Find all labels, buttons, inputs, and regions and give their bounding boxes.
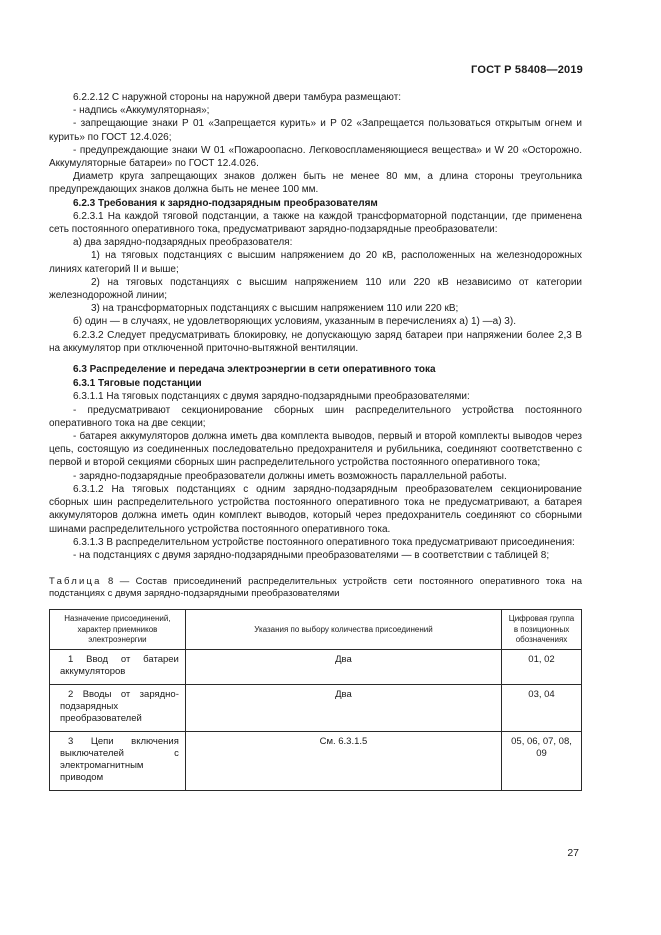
document-body: [49, 91, 582, 791]
table-caption-text: 8 — Состав присоединений распределительных устройств сети постоянного оперативного тока на подстанциях с двумя зарядно-подзарядными преобразователями: [49, 576, 582, 600]
page-number: 27: [567, 847, 579, 859]
paragraph: 2) на тяговых подстанциях с высшим напряжением 110 или 220 кВ независимо от категории железнодорожной линии;: [49, 276, 582, 302]
table-caption: [49, 576, 582, 600]
paragraph: 3) на трансформаторных подстанциях с высшим напряжением 110 или 220 кВ;: [91, 303, 459, 315]
row-purpose: 2 Вводы от зарядно-подзарядных преобразователей: [50, 684, 186, 731]
table-row: [50, 684, 582, 731]
table-row: [50, 731, 582, 790]
paragraph: - предусматривают секционирование сборных шин распределительного устройства постоянного оперативного тока на две секции;: [49, 404, 582, 429]
paragraph: - предупреждающие знаки W 01 «Пожароопасно. Легковоспламеняющиеся вещества» и W 20 «Осторожно. Аккумуляторные батареи» по ГОСТ 12.4.026.: [49, 144, 582, 170]
row-purpose: 1 Ввод от батареи аккумуляторов: [50, 649, 186, 684]
paragraph: 6.3.1.2 На тяговых подстанциях с одним зарядно-подзарядным преобразователем секционирование сборных шин распределительного устройства постоянного оперативного тока не предусматривают, а батарея аккумуляторов должна иметь один комплект выводов, который через предохранитель соединяют со сборными шинами распределительного устройства постоянного оперативного тока.: [49, 483, 582, 535]
paragraph: 6.2.3.2 Следует предусматривать блокировку, не допускающую заряд батареи при напряжении более 2,3 В на аккумулятор при отключенной приточно-вытяжной вентиляции.: [49, 329, 582, 354]
connections-table: [49, 609, 582, 791]
paragraph: - зарядно-подзарядные преобразователи должны иметь возможность параллельной работы.: [73, 470, 507, 482]
row-purpose: 3 Цепи включения выключателей с электромагнитным приводом: [50, 731, 186, 790]
table-row: [50, 649, 582, 684]
row-instruction: См. 6.3.1.5: [185, 731, 501, 790]
paragraph: - батарея аккумуляторов должна иметь два комплекта выводов, первый и второй комплекты выводов через цепь, состоящую из соединенных последовательно предохранителя и рубильника, соединяют соответственно с первой и второй секциями сборных шин распределительного устройства постоянного оперативного тока;: [49, 431, 582, 469]
header-instruction: Указания по выбору количества присоединений: [185, 610, 501, 650]
paragraph: а) два зарядно-подзарядных преобразователя:: [73, 237, 293, 249]
table-header-row: [50, 610, 582, 650]
paragraph-list: [49, 91, 582, 562]
row-instruction: Два: [185, 649, 501, 684]
table-caption-label: Таблица: [49, 576, 102, 588]
paragraph: 6.2.3 Требования к зарядно-подзарядным преобразователям: [73, 197, 378, 209]
paragraph: 6.3.1 Тяговые подстанции: [73, 378, 202, 390]
row-group: 03, 04: [502, 684, 582, 731]
row-group: 05, 06, 07, 08, 09: [502, 731, 582, 790]
header-group: Цифровая группа в позиционных обозначениях: [502, 610, 582, 650]
document-code: ГОСТ Р 58408—2019: [471, 64, 583, 76]
paragraph: - на подстанциях с двумя зарядно-подзарядными преобразователями — в соответствии с таблицей 8;: [73, 549, 550, 561]
row-group: 01, 02: [502, 649, 582, 684]
paragraph: 6.3.1.1 На тяговых подстанциях с двумя зарядно-подзарядными преобразователями:: [73, 391, 470, 403]
paragraph: - надпись «Аккумуляторная»;: [73, 105, 210, 117]
paragraph: 6.2.2.12 С наружной стороны на наружной двери тамбура размещают:: [73, 92, 402, 103]
row-instruction: Два: [185, 684, 501, 731]
paragraph: - запрещающие знаки Р 01 «Запрещается курить» и Р 02 «Запрещается пользоваться открытым огнем и курить» по ГОСТ 12.4.026;: [49, 118, 582, 143]
paragraph: 6.3 Распределение и передача электроэнергии в сети оперативного тока: [73, 364, 436, 376]
paragraph: 6.3.1.3 В распределительном устройстве постоянного оперативного тока предусматривают присоединения:: [73, 536, 575, 548]
header-purpose: Назначение присоединений, характер приемников электроэнергии: [50, 610, 186, 650]
paragraph: 1) на тяговых подстанциях с высшим напряжением до 20 кВ, расположенных на железнодорожных линиях категорий II и выше;: [49, 250, 582, 275]
paragraph: б) один — в случаях, не удовлетворяющих условиям, указанным в перечислениях а) 1) —а) 3).: [73, 316, 516, 328]
paragraph: Диаметр круга запрещающих знаков должен быть не менее 80 мм, а длина стороны треугольника предупреждающих знаков должна быть не менее 100 мм.: [49, 171, 582, 196]
paragraph: 6.2.3.1 На каждой тяговой подстанции, а также на каждой трансформаторной подстанции, где применена сеть постоянного оперативного тока, предусматривают зарядно-подзарядные преобразователи:: [49, 210, 582, 236]
